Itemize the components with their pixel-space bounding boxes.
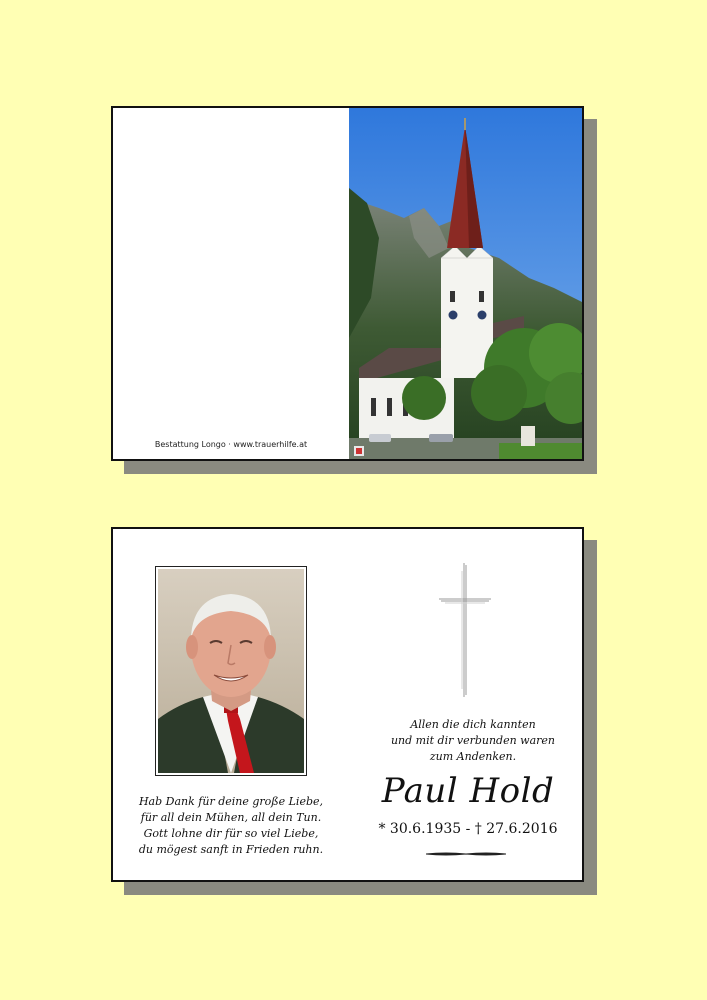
life-dates: * 30.6.1935 - † 27.6.2016 (378, 821, 558, 837)
poem-line: Hab Dank für deine große Liebe, (138, 795, 324, 808)
church-mountain-photo (349, 108, 584, 459)
remembrance-line: Allen die dich kannten (410, 718, 536, 731)
poem-line: du mögest sanft in Frieden ruhn. (138, 843, 324, 856)
remembrance-line: und mit dir verbunden waren (390, 734, 556, 747)
cross-icon (437, 561, 493, 701)
remembrance-text (363, 717, 583, 765)
back-card (111, 527, 584, 882)
front-card (111, 106, 584, 461)
poem-line: für all dein Mühen, all dein Tun. (140, 811, 322, 824)
poem-left (131, 794, 331, 858)
poem-line: Gott lohne dir für so viel Liebe, (143, 827, 319, 840)
remembrance-line: zum Andenken. (429, 750, 517, 763)
flourish-divider (426, 850, 506, 858)
blank-inner-page (113, 108, 349, 459)
funeral-home-credit: Bestattung Longo · www.trauerhilfe.at (154, 440, 308, 449)
deceased-name: Paul Hold (381, 771, 555, 811)
portrait-photo (155, 566, 307, 776)
